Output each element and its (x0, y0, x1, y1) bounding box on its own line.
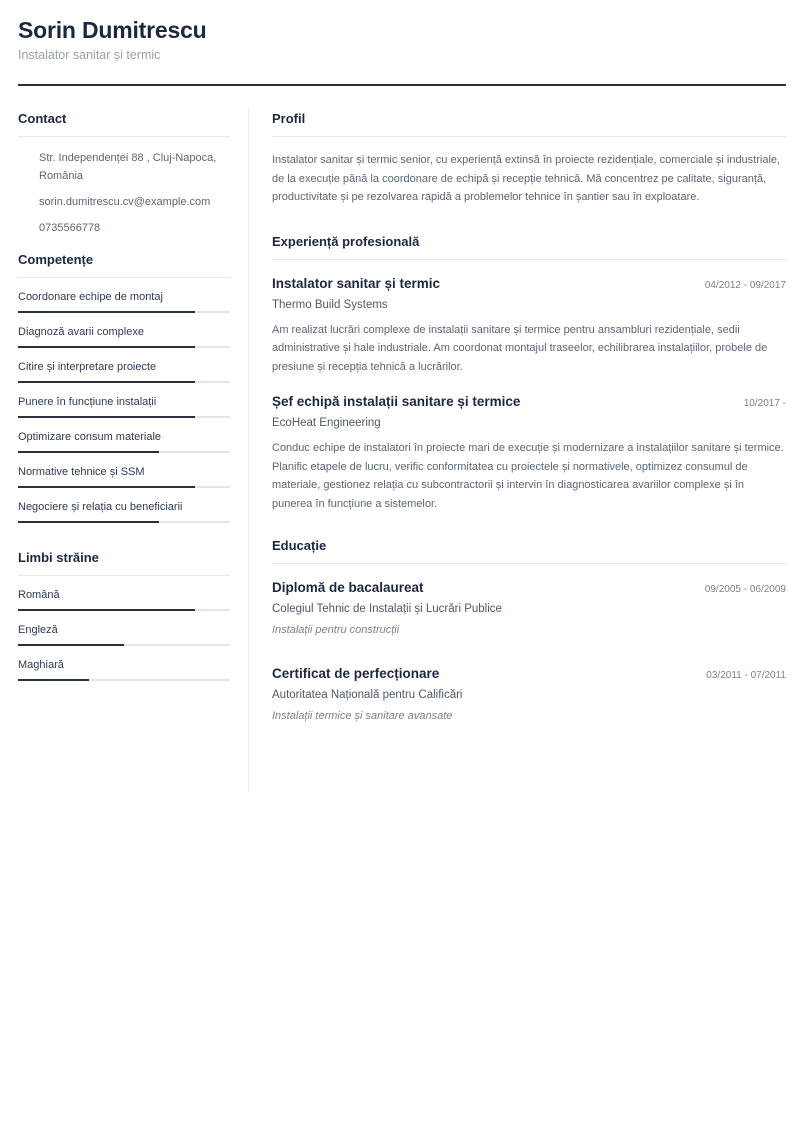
contact-email[interactable]: sorin.dumitrescu.cv@example.com (39, 196, 211, 208)
skill-item (18, 289, 230, 313)
skill-level-fill (18, 346, 195, 348)
language-label: Engleză (18, 624, 58, 636)
education-field: Instalații pentru construcții (272, 624, 400, 636)
education-entry (272, 578, 786, 638)
language-level-bar (18, 644, 230, 646)
skill-level-fill (18, 381, 195, 383)
experience-title: Instalator sanitar și termic (272, 275, 441, 291)
language-level-bar (18, 679, 230, 681)
person-name: Sorin Dumitrescu (18, 17, 207, 43)
skill-label: Normative tehnice și SSM (18, 466, 145, 478)
skill-item (18, 359, 230, 383)
experience-description: Am realizat lucrări complexe de instalații sanitare și termice pentru ansambluri rezidențiale, sedii administrative și hale industriale. Am coordonat montajul traseelor, echilibrarea instalațiilor, probele de presiune și recepția tehnică a lucrărilor. (272, 323, 768, 373)
skill-label: Negociere și relația cu beneficiarii (18, 501, 183, 513)
language-item (18, 622, 230, 646)
education-section (272, 537, 786, 724)
education-date: 09/2005 - 06/2009 (704, 584, 786, 595)
skill-level-bar (18, 521, 230, 523)
languages-heading: Limbi străine (18, 549, 230, 576)
experience-date: 04/2012 - 09/2017 (704, 279, 786, 291)
education-title: Certificat de perfecționare (272, 666, 440, 681)
contact-section (18, 110, 230, 237)
skills-heading: Competențe (18, 251, 230, 278)
skill-level-fill (18, 521, 159, 523)
education-institution: Colegiul Tehnic de Instalații și Lucrări Publice (272, 603, 502, 615)
contact-address: Str. Independenței 88 , Cluj-Napoca, România (39, 152, 217, 182)
skill-item (18, 464, 230, 488)
language-item (18, 587, 230, 611)
experience-entry (272, 392, 786, 513)
education-heading: Educație (272, 537, 786, 564)
experience-company: Thermo Build Systems (272, 298, 388, 311)
education-title: Diplomă de bacalaureat (272, 580, 424, 595)
experience-date: 10/2017 - (743, 398, 786, 409)
experience-entry (272, 274, 786, 377)
right-column (272, 110, 786, 724)
column-divider (248, 108, 249, 792)
experience-company: EcoHeat Engineering (272, 417, 381, 429)
profile-text: Instalator sanitar și termic senior, cu experiență extinsă în proiecte rezidențiale, comerciale și industriale, de la execuție până la coordonare de echipă și recepție tehnică. Mă concentrez pe calitate, siguranță, productivitate și pe rezolvarea rapidă a problemelor tehnice în șantier sau în exploatare. (272, 154, 781, 203)
education-entry (272, 664, 786, 724)
skill-level-fill (18, 486, 195, 488)
skill-level-bar (18, 311, 230, 313)
skill-label: Punere în funcțiune instalații (18, 396, 157, 408)
languages-section (18, 549, 230, 681)
skills-section (18, 251, 230, 523)
language-level-bar (18, 609, 230, 611)
education-date: 03/2011 - 07/2011 (706, 670, 786, 681)
skill-level-fill (18, 416, 195, 418)
skill-level-fill (18, 451, 159, 453)
skill-item (18, 499, 230, 523)
education-institution: Autoritatea Națională pentru Calificări (272, 689, 463, 701)
profile-section (272, 110, 786, 207)
skill-label: Citire și interpretare proiecte (18, 361, 157, 373)
skill-level-fill (18, 311, 195, 313)
experience-description: Conduc echipe de instalatori în proiecte mari de execuție și modernizare a instalațiilor sanitare și termice. Planific etapele de lucru, verific conformitatea cu proiectele și normativele, optimizez consumul de materiale, gestionez relația cu subcontractorii și intervin în diagnosticarea avariilor complexe și în punerea în funcțiune a sistemelor. (272, 442, 784, 510)
skill-label: Coordonare echipe de montaj (18, 291, 163, 303)
skill-item (18, 394, 230, 418)
left-column (18, 110, 230, 681)
language-label: Română (18, 589, 60, 601)
skill-item (18, 324, 230, 348)
experience-heading: Experiență profesională (272, 233, 786, 260)
language-label: Maghiară (18, 659, 64, 671)
language-level-fill (18, 644, 124, 646)
language-level-fill (18, 609, 195, 611)
skill-level-bar (18, 381, 230, 383)
skill-level-bar (18, 416, 230, 418)
job-title: Instalator sanitar și termic (18, 48, 161, 62)
skill-level-bar (18, 346, 230, 348)
contact-phone[interactable]: 0735566778 (39, 222, 101, 234)
experience-section (272, 233, 786, 514)
skill-item (18, 429, 230, 453)
skill-level-bar (18, 451, 230, 453)
language-item (18, 657, 230, 681)
resume-header (18, 14, 786, 63)
education-field: Instalații termice și sanitare avansate (272, 710, 453, 722)
language-level-fill (18, 679, 89, 681)
contact-heading: Contact (18, 110, 230, 137)
skill-label: Diagnoză avarii complexe (18, 326, 144, 338)
skill-label: Optimizare consum materiale (18, 431, 162, 443)
skill-level-bar (18, 486, 230, 488)
profile-heading: Profil (272, 110, 786, 137)
header-divider (18, 84, 786, 86)
experience-title: Șef echipă instalații sanitare și termice (272, 394, 521, 409)
